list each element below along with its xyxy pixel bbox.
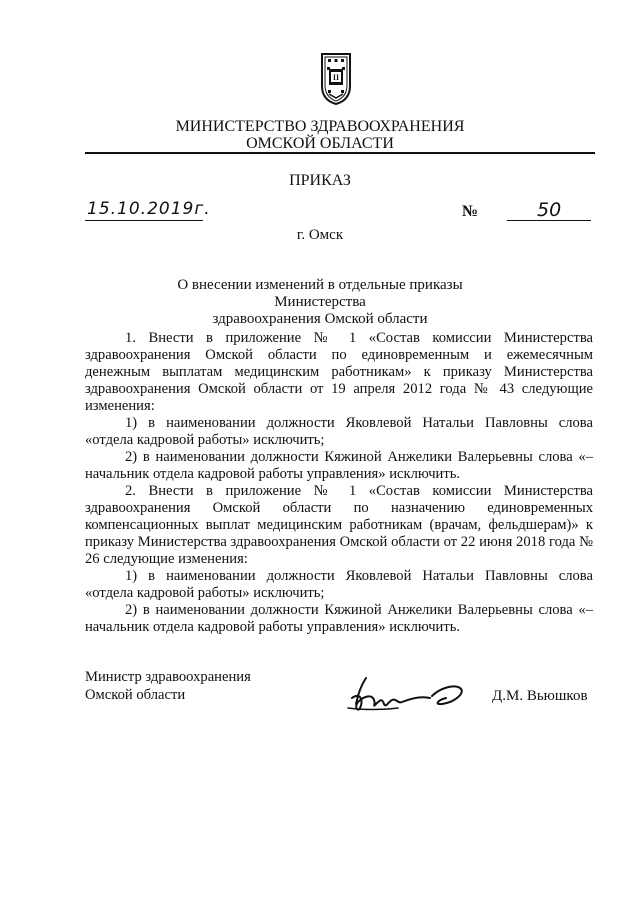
emblem-number: II [332, 73, 340, 82]
order-city: г. Омск [296, 227, 344, 243]
order-date: 15.10.2019г. [87, 199, 211, 219]
paragraph-2-item-2: 2) в наименовании должности Кяжиной Анжелики Валерьевны слова «– начальник отдела кадровой работы управления» исключить. [85, 602, 593, 635]
paragraph-1-item-2: 2) в наименовании должности Кяжиной Анжелики Валерьевны слова «– начальник отдела кадровой работы управления» исключить. [85, 449, 593, 482]
number-underline [507, 220, 591, 221]
signatory-title-line1: Министр здравоохранения [85, 669, 251, 685]
order-subject [150, 277, 490, 328]
paragraph-1: 1. Внести в приложение № 1 «Состав комиссии Министерства здравоохранения Омской области по единовременным и ежемесячным денежным выплатам медицинским работникам» к приказу Министерства здравоохранения Омской области от 19 апреля 2012 года № 43 следующие изменения: [85, 330, 593, 414]
subject-line2: здравоохранения Омской области [212, 311, 428, 327]
ministry-name-line1: МИНИСТЕРСТВО ЗДРАВООХРАНЕНИЯ [175, 118, 465, 135]
header-divider [85, 152, 595, 154]
order-number-label: № [462, 203, 479, 220]
paragraph-2: 2. Внести в приложение № 1 «Состав комиссии Министерства здравоохранения Омской области по назначению единовременных компенсационных выплат медицинским работникам (врачам, фельдшерам)» к приказу Министерства здравоохранения Омской области от 22 июня 2018 года № 26 следующие изменения: [85, 483, 593, 567]
date-underline [85, 220, 203, 221]
paragraph-2-item-1: 1) в наименовании должности Яковлевой Натальи Павловны слова «отдела кадровой работы» исключить; [85, 568, 593, 601]
signatory-name: Д.М. Вьюшков [492, 688, 588, 704]
signatory-title [85, 668, 251, 704]
signatory-title-line2: Омской области [85, 687, 186, 703]
coat-of-arms-icon [316, 50, 356, 106]
order-number: 50 [537, 199, 562, 221]
subject-line1: О внесении изменений в отдельные приказы Министерства [177, 277, 463, 310]
signature-icon [342, 674, 472, 716]
order-title: ПРИКАЗ [289, 172, 351, 189]
paragraph-1-item-1: 1) в наименовании должности Яковлевой Натальи Павловны слова «отдела кадровой работы» исключить; [85, 415, 593, 448]
ministry-name-line2: ОМСКОЙ ОБЛАСТИ [246, 135, 394, 152]
